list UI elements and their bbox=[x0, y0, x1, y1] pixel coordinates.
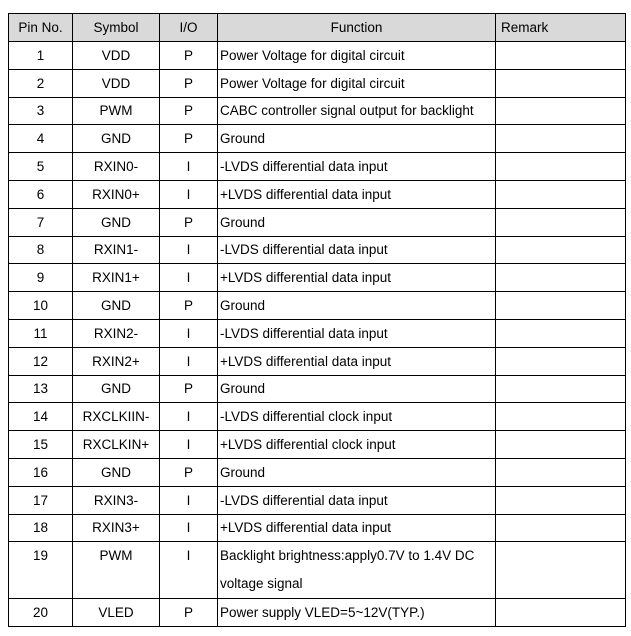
remark-cell bbox=[496, 236, 626, 264]
io-cell: I bbox=[160, 264, 218, 292]
function-cell: Ground bbox=[218, 125, 496, 153]
io-cell: P bbox=[160, 97, 218, 125]
io-cell: I bbox=[160, 153, 218, 181]
function-cell: -LVDS differential data input bbox=[218, 319, 496, 347]
io-cell: P bbox=[160, 208, 218, 236]
remark-cell bbox=[496, 599, 626, 627]
header-row bbox=[9, 14, 626, 42]
function-cell: Backlight brightness:apply0.7V to 1.4V DC voltage signal bbox=[218, 542, 496, 599]
table-row bbox=[9, 347, 626, 375]
remark-cell bbox=[496, 458, 626, 486]
table-row bbox=[9, 292, 626, 320]
table-row bbox=[9, 125, 626, 153]
table-body bbox=[9, 42, 626, 627]
symbol-cell: GND bbox=[73, 375, 160, 403]
symbol-cell: RXIN1- bbox=[73, 236, 160, 264]
pin-number-cell: 6 bbox=[9, 180, 73, 208]
remark-cell bbox=[496, 486, 626, 514]
pin-number-cell: 8 bbox=[9, 236, 73, 264]
symbol-cell: RXIN2+ bbox=[73, 347, 160, 375]
io-cell: I bbox=[160, 514, 218, 542]
pin-number-cell: 9 bbox=[9, 264, 73, 292]
pin-number-cell: 11 bbox=[9, 319, 73, 347]
pin-number-cell: 1 bbox=[9, 42, 73, 70]
function-cell: Power Voltage for digital circuit bbox=[218, 42, 496, 70]
header-pin-no: Pin No. bbox=[9, 14, 73, 42]
function-cell: Ground bbox=[218, 208, 496, 236]
remark-cell bbox=[496, 542, 626, 599]
function-cell: Ground bbox=[218, 375, 496, 403]
remark-cell bbox=[496, 153, 626, 181]
pin-number-cell: 17 bbox=[9, 486, 73, 514]
function-cell: Ground bbox=[218, 292, 496, 320]
symbol-cell: PWM bbox=[73, 97, 160, 125]
pin-number-cell: 13 bbox=[9, 375, 73, 403]
table-row bbox=[9, 514, 626, 542]
header-symbol: Symbol bbox=[73, 14, 160, 42]
pin-number-cell: 2 bbox=[9, 69, 73, 97]
pin-number-cell: 7 bbox=[9, 208, 73, 236]
remark-cell bbox=[496, 319, 626, 347]
io-cell: I bbox=[160, 236, 218, 264]
table-header bbox=[9, 14, 626, 42]
table-row bbox=[9, 97, 626, 125]
symbol-cell: GND bbox=[73, 292, 160, 320]
function-cell: +LVDS differential data input bbox=[218, 264, 496, 292]
symbol-cell: VDD bbox=[73, 69, 160, 97]
io-cell: P bbox=[160, 292, 218, 320]
function-cell: +LVDS differential data input bbox=[218, 180, 496, 208]
remark-cell bbox=[496, 403, 626, 431]
remark-cell bbox=[496, 292, 626, 320]
table-row bbox=[9, 319, 626, 347]
io-cell: I bbox=[160, 319, 218, 347]
remark-cell bbox=[496, 208, 626, 236]
table-row bbox=[9, 180, 626, 208]
io-cell: P bbox=[160, 599, 218, 627]
symbol-cell: RXCLKIIN- bbox=[73, 403, 160, 431]
symbol-cell: RXCLKIN+ bbox=[73, 431, 160, 459]
function-cell: Ground bbox=[218, 458, 496, 486]
symbol-cell: RXIN2- bbox=[73, 319, 160, 347]
table-row bbox=[9, 599, 626, 627]
table-row bbox=[9, 208, 626, 236]
symbol-cell: VDD bbox=[73, 42, 160, 70]
remark-cell bbox=[496, 514, 626, 542]
pin-number-cell: 15 bbox=[9, 431, 73, 459]
symbol-cell: GND bbox=[73, 125, 160, 153]
pin-number-cell: 5 bbox=[9, 153, 73, 181]
function-cell: -LVDS differential data input bbox=[218, 153, 496, 181]
io-cell: I bbox=[160, 403, 218, 431]
table-row bbox=[9, 153, 626, 181]
symbol-cell: VLED bbox=[73, 599, 160, 627]
pin-number-cell: 10 bbox=[9, 292, 73, 320]
remark-cell bbox=[496, 347, 626, 375]
table-row bbox=[9, 486, 626, 514]
io-cell: P bbox=[160, 375, 218, 403]
header-io: I/O bbox=[160, 14, 218, 42]
pin-number-cell: 12 bbox=[9, 347, 73, 375]
function-cell: CABC controller signal output for backlight bbox=[218, 97, 496, 125]
header-function: Function bbox=[218, 14, 496, 42]
function-cell: +LVDS differential clock input bbox=[218, 431, 496, 459]
symbol-cell: GND bbox=[73, 208, 160, 236]
remark-cell bbox=[496, 97, 626, 125]
pin-number-cell: 18 bbox=[9, 514, 73, 542]
pin-number-cell: 20 bbox=[9, 599, 73, 627]
remark-cell bbox=[496, 180, 626, 208]
remark-cell bbox=[496, 375, 626, 403]
io-cell: I bbox=[160, 486, 218, 514]
io-cell: I bbox=[160, 542, 218, 599]
table-row bbox=[9, 458, 626, 486]
table-row bbox=[9, 375, 626, 403]
function-cell: -LVDS differential data input bbox=[218, 236, 496, 264]
symbol-cell: RXIN3- bbox=[73, 486, 160, 514]
header-remark: Remark bbox=[496, 14, 626, 42]
pin-number-cell: 19 bbox=[9, 542, 73, 599]
pin-number-cell: 4 bbox=[9, 125, 73, 153]
symbol-cell: GND bbox=[73, 458, 160, 486]
remark-cell bbox=[496, 264, 626, 292]
pin-number-cell: 14 bbox=[9, 403, 73, 431]
table-row bbox=[9, 264, 626, 292]
io-cell: I bbox=[160, 431, 218, 459]
pin-number-cell: 16 bbox=[9, 458, 73, 486]
remark-cell bbox=[496, 125, 626, 153]
io-cell: P bbox=[160, 69, 218, 97]
pin-number-cell: 3 bbox=[9, 97, 73, 125]
symbol-cell: RXIN0- bbox=[73, 153, 160, 181]
symbol-cell: PWM bbox=[73, 542, 160, 599]
pin-assignment-table bbox=[8, 13, 626, 627]
remark-cell bbox=[496, 69, 626, 97]
table-row bbox=[9, 431, 626, 459]
function-cell: Power Voltage for digital circuit bbox=[218, 69, 496, 97]
io-cell: P bbox=[160, 125, 218, 153]
io-cell: P bbox=[160, 42, 218, 70]
function-cell: Power supply VLED=5~12V(TYP.) bbox=[218, 599, 496, 627]
symbol-cell: RXIN3+ bbox=[73, 514, 160, 542]
io-cell: I bbox=[160, 347, 218, 375]
function-cell: -LVDS differential clock input bbox=[218, 403, 496, 431]
remark-cell bbox=[496, 42, 626, 70]
symbol-cell: RXIN0+ bbox=[73, 180, 160, 208]
function-cell: +LVDS differential data input bbox=[218, 347, 496, 375]
table-row bbox=[9, 42, 626, 70]
table-row bbox=[9, 236, 626, 264]
function-cell: -LVDS differential data input bbox=[218, 486, 496, 514]
table-row bbox=[9, 403, 626, 431]
io-cell: I bbox=[160, 180, 218, 208]
io-cell: P bbox=[160, 458, 218, 486]
function-cell: +LVDS differential data input bbox=[218, 514, 496, 542]
remark-cell bbox=[496, 431, 626, 459]
table-row bbox=[9, 69, 626, 97]
table-row bbox=[9, 542, 626, 599]
symbol-cell: RXIN1+ bbox=[73, 264, 160, 292]
